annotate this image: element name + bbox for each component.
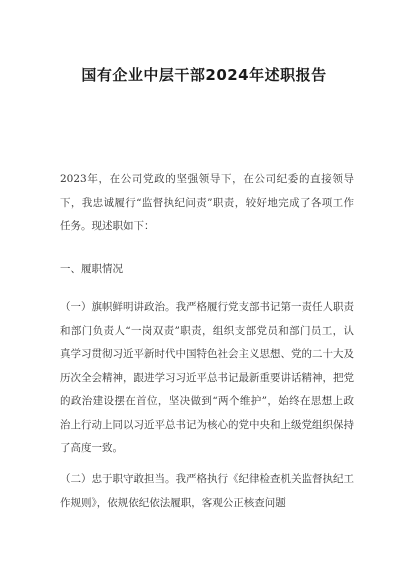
section-paragraph-1: （一）旗帜鲜明讲政治。我严格履行党支部书记第一责任人职责和部门负责人“一岗双责”职责，组织支部党员和部门员工，认真学习贯彻习近平新时代中国特色社会主义思想、党的二十大及历次全会精神，跟进学习习近平总书记最新重要讲话精神，把党的政治建设摆在首位，坚决做到“两个维护”，始终在思想上政治上行动上同以习近平总书记为核心的党中央和上级党组织保持了高度一致。 [60, 301, 354, 454]
section-heading: 一、履职情况 [60, 263, 123, 275]
section-paragraph-2: （二）忠于职守敢担当。我严格执行《纪律检查机关监督执纪工作规则》，依规依纪依法履职，客观公正核查问题 [60, 473, 354, 509]
document-title: 国有企业中层干部2024年述职报告 [81, 66, 327, 84]
intro-paragraph: 2023年，在公司党政的坚强领导下，在公司纪委的直接领导下，我忠诚履行“监督执纪问责”职责，较好地完成了各项工作任务。现述职如下： [60, 173, 354, 232]
